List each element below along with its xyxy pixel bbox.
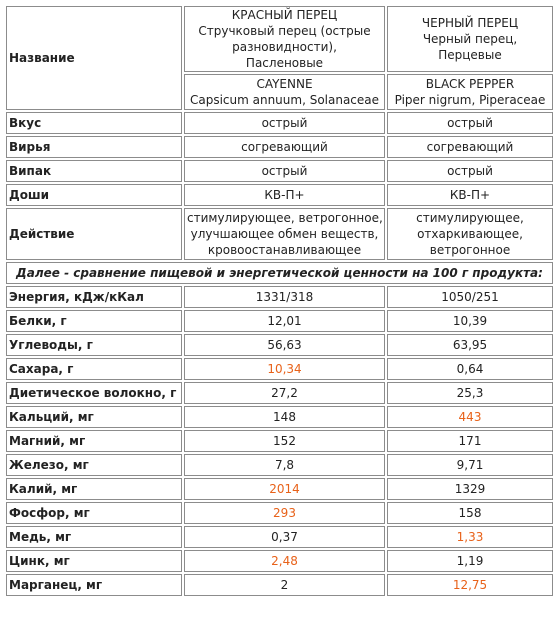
- nutrient-label: Сахара, г: [6, 358, 182, 380]
- black-property-line: согревающий: [426, 140, 514, 154]
- black-pepper-nutrient-value: 10,39: [387, 310, 553, 332]
- red-pepper-nutrient-value: 12,01: [184, 310, 385, 332]
- property-row: [6, 112, 553, 134]
- black-pepper-nutrient-value: 12,75: [387, 574, 553, 596]
- nutrient-label: Цинк, мг: [6, 550, 182, 572]
- black-pepper-nutrient-value: 171: [387, 430, 553, 452]
- red-pepper-nutrient-value: 1331/318: [184, 286, 385, 308]
- black-pepper-nutrient-value: 0,64: [387, 358, 553, 380]
- red-pepper-property-value: [184, 184, 385, 206]
- red-pepper-russian-name: [184, 6, 385, 72]
- black-pepper-nutrient-value: 1050/251: [387, 286, 553, 308]
- nutrition-row: [6, 382, 553, 404]
- header-row-russian: [6, 6, 553, 72]
- nutrient-label: Белки, г: [6, 310, 182, 332]
- name-label: Название: [6, 6, 182, 110]
- red-pepper-latin-name: [184, 74, 385, 110]
- red-property-line: КВ-П+: [264, 188, 305, 202]
- red-latin-line: CAYENNE: [256, 77, 313, 91]
- black-pepper-property-value: [387, 184, 553, 206]
- property-label: Вкус: [6, 112, 182, 134]
- black-pepper-nutrient-value: 1,19: [387, 550, 553, 572]
- property-label: Действие: [6, 208, 182, 260]
- nutrient-label: Марганец, мг: [6, 574, 182, 596]
- nutrition-row: [6, 334, 553, 356]
- red-pepper-nutrient-value: 56,63: [184, 334, 385, 356]
- red-pepper-nutrient-value: 2: [184, 574, 385, 596]
- red-pepper-nutrient-value: 27,2: [184, 382, 385, 404]
- note-row: [6, 262, 553, 284]
- red-pepper-nutrient-value: 10,34: [184, 358, 385, 380]
- red-latin-line: Capsicum annuum, Solanaceae: [189, 93, 380, 107]
- nutrition-row: [6, 454, 553, 476]
- nutrient-label: Магний, мг: [6, 430, 182, 452]
- black-property-line: ветрогонное: [429, 243, 511, 257]
- nutrient-label: Калий, мг: [6, 478, 182, 500]
- nutrient-label: Фосфор, мг: [6, 502, 182, 524]
- black-ru-line: ЧЕРНЫЙ ПЕРЕЦ: [421, 16, 519, 30]
- nutrition-row: [6, 286, 553, 308]
- nutrient-label: Диетическое волокно, г: [6, 382, 182, 404]
- black-pepper-nutrient-value: 25,3: [387, 382, 553, 404]
- property-row: [6, 160, 553, 182]
- nutrition-row: [6, 574, 553, 596]
- red-property-line: улучшающее обмен веществ,: [190, 227, 379, 241]
- red-property-line: острый: [261, 116, 308, 130]
- red-property-line: кровоостанавливающее: [207, 243, 362, 257]
- black-pepper-nutrient-value: 443: [387, 406, 553, 428]
- red-pepper-nutrient-value: 0,37: [184, 526, 385, 548]
- black-pepper-property-value: [387, 112, 553, 134]
- nutrient-label: Энергия, кДж/кКал: [6, 286, 182, 308]
- red-ru-line: Пасленовые: [245, 56, 324, 70]
- black-pepper-nutrient-value: 63,95: [387, 334, 553, 356]
- black-property-line: КВ-П+: [449, 188, 491, 202]
- nutrient-label: Углеводы, г: [6, 334, 182, 356]
- red-pepper-nutrient-value: 7,8: [184, 454, 385, 476]
- red-ru-line: Стручковый перец (острые: [198, 24, 371, 38]
- red-pepper-nutrient-value: 2,48: [184, 550, 385, 572]
- red-pepper-property-value: [184, 112, 385, 134]
- pepper-comparison-table: [4, 4, 555, 598]
- nutrient-label: Железо, мг: [6, 454, 182, 476]
- black-latin-line: Piper nigrum, Piperaceae: [394, 93, 546, 107]
- table-body: [6, 6, 553, 596]
- nutrition-row: [6, 478, 553, 500]
- red-pepper-property-value: [184, 208, 385, 260]
- black-pepper-property-value: [387, 136, 553, 158]
- black-pepper-nutrient-value: 1329: [387, 478, 553, 500]
- red-property-line: острый: [261, 164, 308, 178]
- red-pepper-property-value: [184, 160, 385, 182]
- nutrition-row: [6, 310, 553, 332]
- black-ru-line: Перцевые: [438, 48, 502, 62]
- black-pepper-nutrient-value: 158: [387, 502, 553, 524]
- nutrition-note: Далее - сравнение пищевой и энергетической ценности на 100 г продукта:: [6, 262, 553, 284]
- red-property-line: согревающий: [241, 140, 328, 154]
- nutrition-row: [6, 406, 553, 428]
- black-pepper-latin-name: [387, 74, 553, 110]
- nutrition-row: [6, 430, 553, 452]
- red-ru-line: разновидности),: [232, 40, 337, 54]
- comparison-table-container: [4, 4, 553, 598]
- red-pepper-nutrient-value: 293: [184, 502, 385, 524]
- black-pepper-russian-name: [387, 6, 553, 72]
- black-pepper-nutrient-value: 1,33: [387, 526, 553, 548]
- property-row: [6, 136, 553, 158]
- property-label: Доши: [6, 184, 182, 206]
- black-property-line: острый: [447, 116, 493, 130]
- red-pepper-nutrient-value: 2014: [184, 478, 385, 500]
- nutrient-label: Медь, мг: [6, 526, 182, 548]
- black-latin-line: BLACK PEPPER: [425, 77, 515, 91]
- nutrition-row: [6, 358, 553, 380]
- property-label: Випак: [6, 160, 182, 182]
- nutrition-row: [6, 550, 553, 572]
- red-pepper-nutrient-value: 148: [184, 406, 385, 428]
- nutrition-row: [6, 502, 553, 524]
- red-ru-line: КРАСНЫЙ ПЕРЕЦ: [231, 8, 338, 22]
- red-pepper-nutrient-value: 152: [184, 430, 385, 452]
- black-ru-line: Черный перец,: [422, 32, 518, 46]
- black-property-line: стимулирующее,: [416, 211, 524, 225]
- property-label: Вирья: [6, 136, 182, 158]
- nutrition-row: [6, 526, 553, 548]
- nutrient-label: Кальций, мг: [6, 406, 182, 428]
- black-pepper-property-value: [387, 160, 553, 182]
- property-row: [6, 184, 553, 206]
- black-pepper-nutrient-value: 9,71: [387, 454, 553, 476]
- red-pepper-property-value: [184, 136, 385, 158]
- red-property-line: стимулирующее, ветрогонное,: [187, 211, 383, 225]
- black-pepper-property-value: [387, 208, 553, 260]
- black-property-line: отхаркивающее,: [417, 227, 523, 241]
- property-row: [6, 208, 553, 260]
- black-property-line: острый: [447, 164, 493, 178]
